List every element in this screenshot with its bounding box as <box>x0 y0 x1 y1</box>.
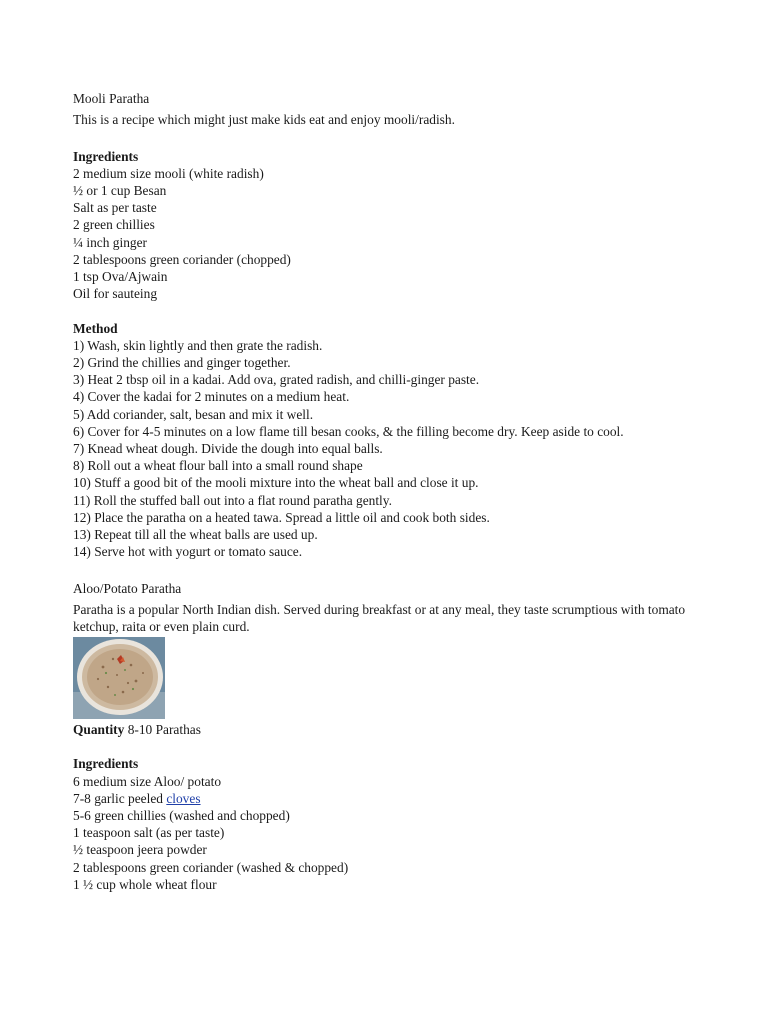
ingredient-item: 2 medium size mooli (white radish) <box>73 165 264 181</box>
method-step: 14) Serve hot with yogurt or tomato sauce. <box>73 544 303 560</box>
recipe-document <box>73 90 763 893</box>
paratha-photo <box>73 637 165 719</box>
ingredient-item: 1 teaspoon salt (as per taste) <box>73 825 225 841</box>
recipe2-quantity <box>73 721 763 738</box>
recipe2-ingredients-list <box>73 773 763 893</box>
ingredient-item: ¼ inch ginger <box>73 234 148 250</box>
ingredient-item: 5-6 green chillies (washed and chopped) <box>73 808 290 824</box>
cloves-link[interactable]: cloves <box>166 790 201 806</box>
ingredient-item: ½ teaspoon jeera powder <box>73 842 207 858</box>
recipe1-method-heading: Method <box>73 320 118 336</box>
recipe2-ingredients-heading: Ingredients <box>73 756 139 772</box>
method-step: 2) Grind the chillies and ginger together. <box>73 355 291 371</box>
ingredient-item: 6 medium size Aloo/ potato <box>73 773 222 789</box>
ingredient-item <box>73 790 763 807</box>
ingredient-item: 2 tablespoons green coriander (washed & chopped) <box>73 859 349 875</box>
ingredient-item: 2 green chillies <box>73 217 155 233</box>
recipe1-ingredients-heading: Ingredients <box>73 148 139 164</box>
method-step: 3) Heat 2 tbsp oil in a kadai. Add ova, grated radish, and chilli-ginger paste. <box>73 372 480 388</box>
ingredient-item: ½ or 1 cup Besan <box>73 183 167 198</box>
ingredient-text: 7-8 garlic peeled <box>73 790 167 806</box>
recipe2-title: Aloo/Potato Paratha <box>73 581 182 597</box>
method-step: 4) Cover the kadai for 2 minutes on a medium heat. <box>73 389 350 405</box>
ingredient-item: 1 ½ cup whole wheat flour <box>73 876 217 892</box>
recipe1-intro: This is a recipe which might just make kids eat and enjoy mooli/radish. <box>73 112 455 128</box>
ingredient-item: Salt as per taste <box>73 200 157 216</box>
quantity-label: Quantity <box>73 722 125 738</box>
quantity-value: 8-10 Parathas <box>124 722 201 738</box>
method-step: 5) Add coriander, salt, besan and mix it well. <box>73 406 314 422</box>
method-step: 12) Place the paratha on a heated tawa. Spread a little oil and cook both sides. <box>73 509 490 525</box>
ingredient-item: 1 tsp Ova/Ajwain <box>73 269 168 285</box>
method-step: 11) Roll the stuffed ball out into a flat round paratha gently. <box>73 492 392 508</box>
method-step: 8) Roll out a wheat flour ball into a small round shape <box>73 458 363 474</box>
recipe1-ingredients-list <box>73 165 763 303</box>
recipe2-intro: Paratha is a popular North Indian dish. Served during breakfast or at any meal, they taste scrumptious with tomato ketchup, raita or even plain curd. <box>73 601 686 634</box>
recipe1-method-list <box>73 337 763 561</box>
method-step: 1) Wash, skin lightly and then grate the radish. <box>73 337 323 353</box>
ingredient-item: Oil for sauteing <box>73 286 158 302</box>
method-step: 6) Cover for 4-5 minutes on a low flame till besan cooks, & the filling become dry. Keep aside to cool. <box>73 423 624 439</box>
method-step: 7) Knead wheat dough. Divide the dough into equal balls. <box>73 441 383 457</box>
method-step: 13) Repeat till all the wheat balls are used up. <box>73 527 318 543</box>
method-step: 10) Stuff a good bit of the mooli mixture into the wheat ball and close it up. <box>73 475 479 491</box>
ingredient-item: 2 tablespoons green coriander (chopped) <box>73 251 291 267</box>
recipe1-title: Mooli Paratha <box>73 91 150 106</box>
